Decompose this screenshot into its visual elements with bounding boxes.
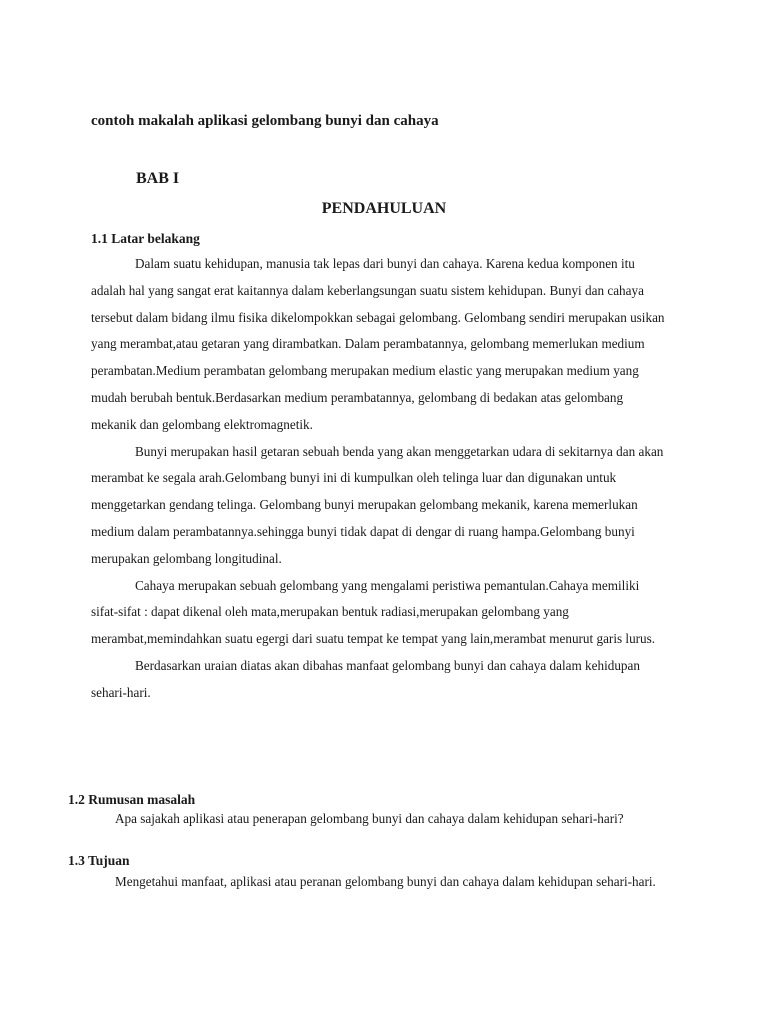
rumusan-masalah-text: Apa sajakah aplikasi atau penerapan gelombang bunyi dan cahaya dalam kehidupan sehari-hari? bbox=[115, 811, 624, 826]
section-body-latar-belakang bbox=[91, 251, 666, 707]
section-body-rumusan-masalah bbox=[91, 806, 671, 832]
paragraph-1: Dalam suatu kehidupan, manusia tak lepas dari bunyi dan cahaya. Karena kedua komponen itu adalah hal yang sangat erat kaitannya dalam keberlangsungan suatu sistem kehidupan. Bunyi dan cahaya tersebut dalam bidang ilmu fisika dikelompokkan sebagai gelombang. Gelombang sendiri merupakan usikan yang merambat,atau getaran yang dirambatkan. Dalam perambatannya, gelombang memerlukan medium perambatan.Medium perambatan gelombang merupakan medium elastic yang merupakan medium yang mudah berubah bentuk.Berdasarkan medium perambatannya, gelombang di bedakan atas gelombang mekanik dan gelombang elektromagnetik. bbox=[91, 256, 665, 432]
paragraph-3: Cahaya merupakan sebuah gelombang yang mengalami peristiwa pemantulan.Cahaya memiliki sifat-sifat : dapat dikenal oleh mata,merupakan bentuk radiasi,merupakan gelombang yang merambat,memindahkan suatu egergi dari suatu tempat ke tempat yang lain,merambat menurut garis lurus. bbox=[91, 577, 656, 647]
paragraph-2: Bunyi merupakan hasil getaran sebuah benda yang akan menggetarkan udara di sekitarnya dan akan merambat ke segala arah.Gelombang bunyi ini di kumpulkan oleh telinga luar dan digunakan untuk menggetarkan gendang telinga. Gelombang bunyi merupakan gelombang mekanik, karena memerlukan medium dalam perambatannya.sehingga bunyi tidak dapat di dengar di ruang hampa.Gelombang bunyi merupakan gelombang longitudinal. bbox=[91, 443, 664, 566]
chapter-title-text: PENDAHULUAN bbox=[321, 200, 447, 217]
section-body-tujuan bbox=[91, 869, 671, 895]
section-heading-tujuan: 1.3 Tujuan bbox=[68, 853, 130, 868]
section-heading-latar-belakang: 1.1 Latar belakang bbox=[91, 231, 200, 246]
chapter-title bbox=[0, 200, 768, 218]
chapter-number: BAB I bbox=[136, 170, 180, 187]
document-title: contoh makalah aplikasi gelombang bunyi dan cahaya bbox=[91, 113, 439, 129]
tujuan-text: Mengetahui manfaat, aplikasi atau peranan gelombang bunyi dan cahaya dalam kehidupan sehari-hari. bbox=[115, 874, 656, 889]
section-heading-rumusan-masalah: 1.2 Rumusan masalah bbox=[68, 792, 196, 807]
paragraph-4: Berdasarkan uraian diatas akan dibahas manfaat gelombang bunyi dan cahaya dalam kehidupan sehari-hari. bbox=[91, 657, 640, 700]
